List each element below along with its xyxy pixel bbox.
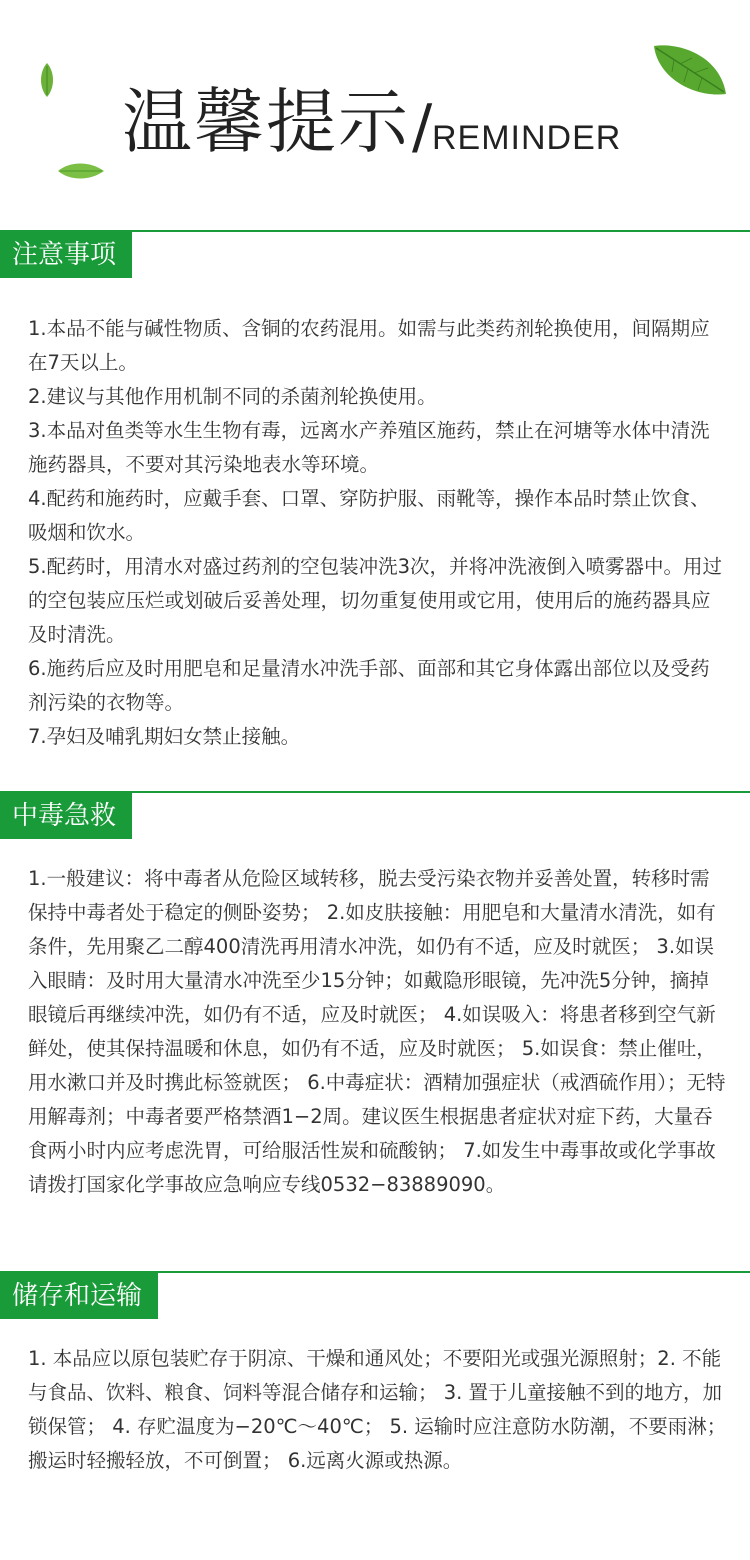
section-header-precautions <box>0 230 750 280</box>
section-body-storage <box>28 1342 728 1478</box>
leaf-icon <box>650 42 728 98</box>
section-title: 中毒急救 <box>0 793 132 839</box>
title-separator: / <box>412 92 433 162</box>
list-item: 3.本品对鱼类等水生生物有毒，远离水产养殖区施药，禁止在河塘等水体中清洗施药器具，不要对其污染地表水等环境。 <box>28 419 710 476</box>
paragraph: 1.一般建议：将中毒者从危险区域转移，脱去受污染衣物并妥善处置，转移时需保持中毒者处于稳定的侧卧姿势； 2.如皮肤接触：用肥皂和大量清水清洗，如有条件，先用聚乙二醇400清洗再用清水冲洗，如仍有不适，应及时就医； 3.如误入眼睛：及时用大量清水冲洗至少15分钟；如戴隐形眼镜，先冲洗5分钟，摘掉眼镜后再继续冲洗，如仍有不适，应及时就医； 4.如误吸入：将患者移到空气新鲜处，使其保持温暖和休息，如仍有不适，应及时就医； 5.如误食：禁止催吐，用水漱口并及时携此标签就医； 6.中毒症状：酒精加强症状（戒酒硫作用）；无特用解毒剂；中毒者要严格禁酒1−2周。建议医生根据患者症状对症下药，大量吞食两小时内应考虑洗胃，可给服活性炭和硫酸钠； 7.如发生中毒事故或化学事故请拨打国家化学事故应急响应专线0532−83889090。 <box>28 867 726 1196</box>
section-title: 储存和运输 <box>0 1273 158 1319</box>
page-title: 温馨提示 <box>122 81 410 163</box>
section-title: 注意事项 <box>0 232 132 278</box>
leaf-icon <box>56 160 106 182</box>
list-item: 5.配药时，用清水对盛过药剂的空包装冲洗3次，并将冲洗液倒入喷雾器中。用过的空包装应压烂或划破后妥善处理，切勿重复使用或它用，使用后的施药器具应及时清洗。 <box>28 555 723 646</box>
header <box>0 0 750 230</box>
section-header-storage <box>0 1271 750 1321</box>
list-item: 1.本品不能与碱性物质、含铜的农药混用。如需与此类药剂轮换使用，间隔期应在7天以上。 <box>28 317 710 374</box>
list-item: 7.孕妇及哺乳期妇女禁止接触。 <box>28 725 301 748</box>
page-title-english: REMINDER <box>432 119 622 157</box>
section-body-first-aid <box>28 862 728 1202</box>
section-header-first-aid <box>0 791 750 841</box>
list-item: 6.施药后应及时用肥皂和足量清水冲洗手部、面部和其它身体露出部位以及受药剂污染的衣物等。 <box>28 657 710 714</box>
leaf-icon <box>36 62 58 98</box>
section-body-precautions <box>28 312 728 754</box>
list-item: 2.建议与其他作用机制不同的杀菌剂轮换使用。 <box>28 385 437 408</box>
paragraph: 1. 本品应以原包装贮存于阴凉、干燥和通风处；不要阳光或强光源照射；2. 不能与食品、饮料、粮食、饲料等混合储存和运输； 3. 置于儿童接触不到的地方，加锁保管； 4. 存贮温度为−20℃～40℃； 5. 运输时应注意防水防潮，不要雨淋；搬运时轻搬轻放，不可倒置； 6.远离火源或热源。 <box>28 1347 727 1472</box>
list-item: 4.配药和施药时，应戴手套、口罩、穿防护服、雨靴等，操作本品时禁止饮食、吸烟和饮水。 <box>28 487 710 544</box>
